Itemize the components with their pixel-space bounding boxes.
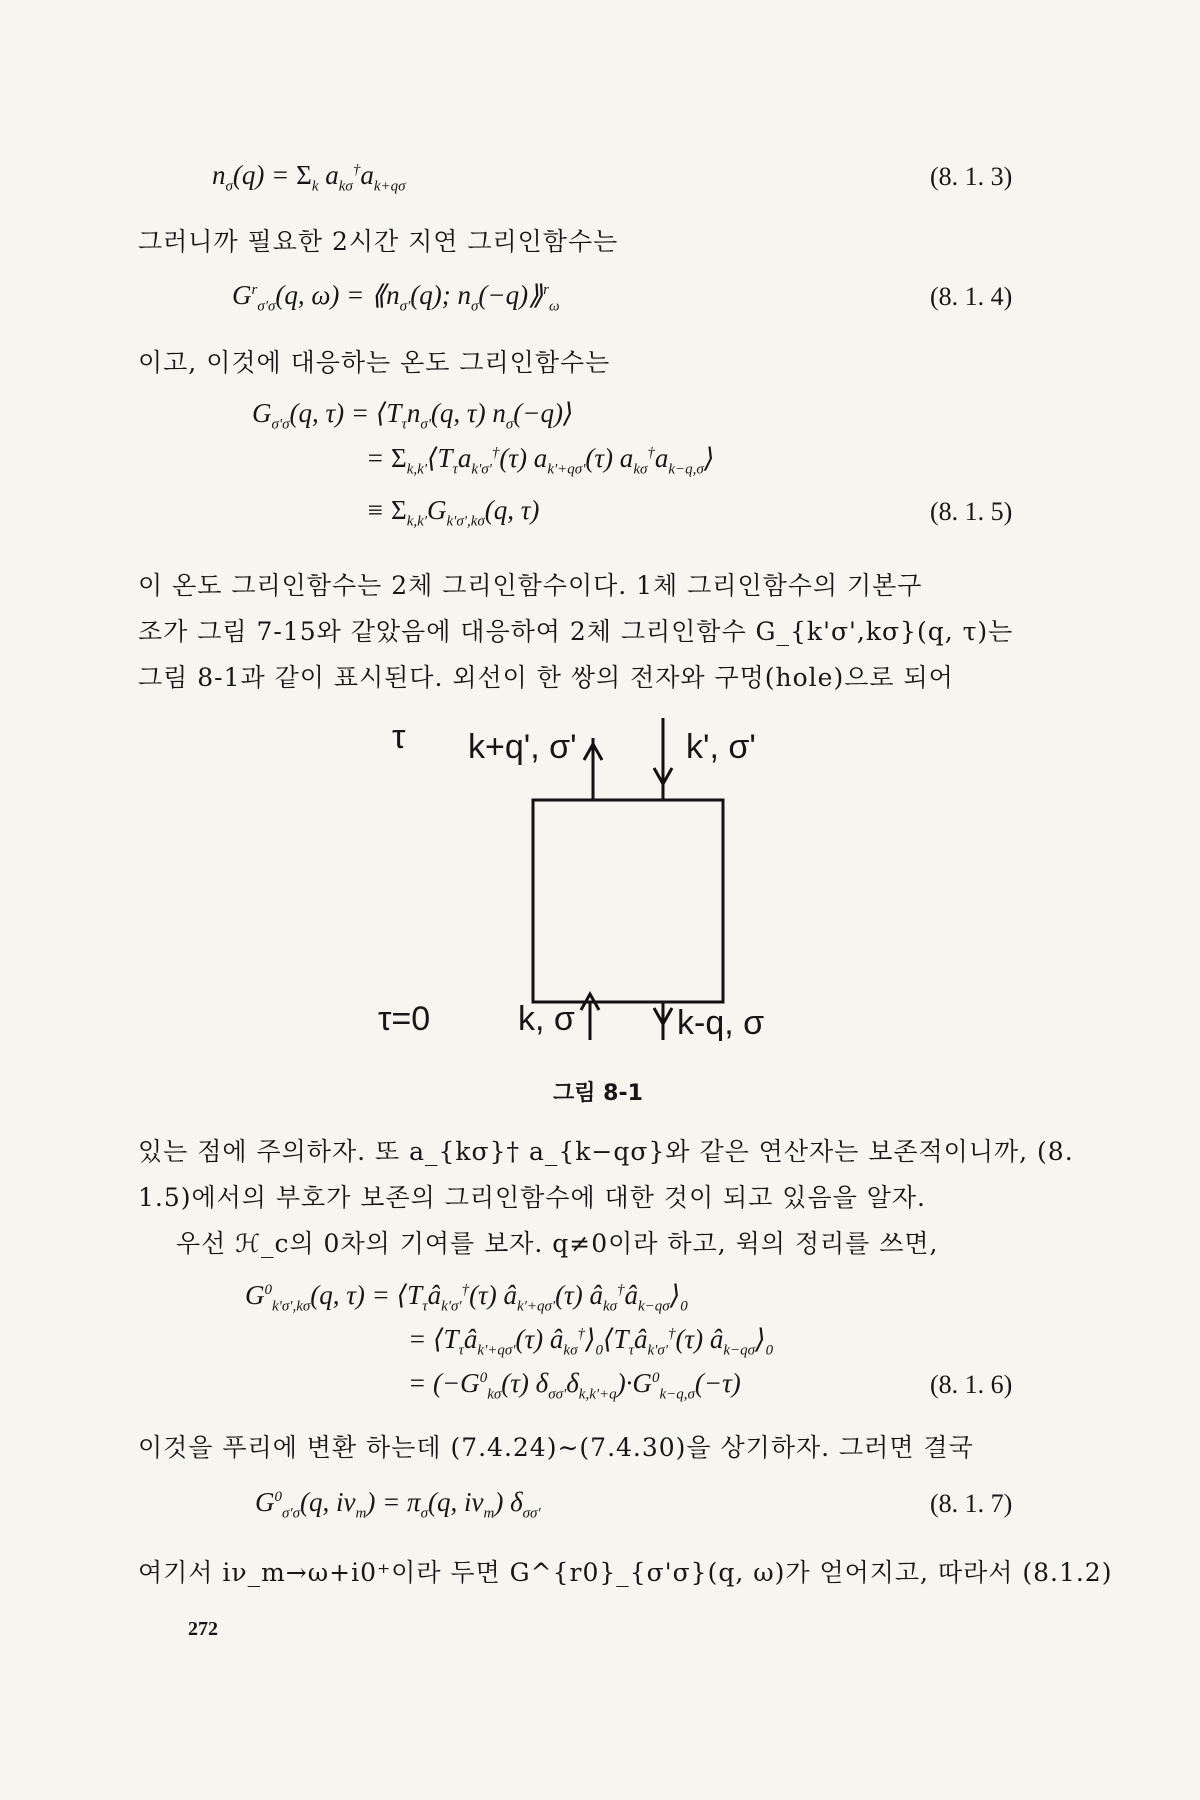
equation-number: (8. 1. 5) — [930, 497, 1013, 526]
equation-8-1-5-line1: $G_{\sigma'\sigma}(q$, $\tau) = ⟨T_\tau n_{\sigma'}(q$, τ) $n_\sigma(-q)⟩$ — [252, 398, 574, 433]
equation-number: (8. 1. 7) — [930, 1489, 1013, 1518]
equation-body: $n_\sigma(q) = \Sigma_k$ $a_{k\sigma}^\dagger a_{k+q\sigma}$ — [212, 160, 406, 195]
equation-8-1-7: $G^0_{\sigma'\sigma}(q$, $i\nu_m) = \pi_\sigma(q$, $i\nu_m$) $\delta_{\sigma\sigma'}$ — [255, 1487, 541, 1522]
tau-label-top: τ — [392, 718, 406, 756]
paragraph-text: 조가 그림 7-15와 같았음에 대응하여 2체 그리인함수 G_{k'σ',kσ}(q, τ)는 — [138, 617, 1014, 646]
diagram-figure-8-1 — [0, 700, 1200, 1080]
paragraph-text: 여기서 iν_m→ω+i0⁺이라 두면 G^{r0}_{σ'σ}(q, ω)가 얻어지고, 따라서 (8.1.2) — [138, 1558, 1113, 1587]
paragraph-text: 그러니까 필요한 2시간 지연 그리인함수는 — [138, 227, 619, 256]
paragraph-text: 1.5)에서의 부호가 보존의 그리인함수에 대한 것이 되고 있음을 알자. — [138, 1183, 926, 1212]
top-left-line-label: k+q', σ' — [468, 728, 577, 766]
equation-8-1-3 — [212, 160, 406, 195]
paragraph-text: 있는 점에 주의하자. 또 a_{kσ}† a_{k−qσ}와 같은 연산자는 보존적이니까, (8. — [138, 1137, 1074, 1166]
equation-8-1-6-line3: = ($-G^0_{k\sigma}(\tau)$ $\delta_{\sigma\sigma'}\delta_{k,k'+q})\cdot G^0_{k-q,\sigma}(-\tau)$ — [408, 1368, 741, 1403]
equation-number: (8. 1. 6) — [930, 1370, 1013, 1399]
bottom-right-line-label: k-q, σ — [677, 1004, 765, 1042]
figure-caption: 그림 8-1 — [553, 1081, 643, 1106]
equation-8-1-5-line3: ≡ $\Sigma_{k,k'}G_{k'\sigma',k\sigma}(q$, τ) — [366, 495, 540, 530]
equation-8-1-6-line2: = $⟨T_\tau â_{k'+q\sigma'}(\tau)$ $â_{k\sigma}^\dagger⟩_0⟨T_\tau â_{k'\sigma'}^\dagger(\tau)$ $â_{k-q\sigma}⟩_0$ — [408, 1324, 774, 1359]
bottom-left-line-label: k, σ — [518, 1000, 575, 1038]
top-right-line-label: k', σ' — [686, 728, 756, 766]
page-number: 272 — [188, 1618, 218, 1640]
tau-label-bottom: τ=0 — [378, 1000, 431, 1038]
paragraph-text: 이고, 이것에 대응하는 온도 그리인함수는 — [138, 348, 611, 377]
equation-number: (8. 1. 3) — [930, 162, 1013, 191]
equation-body: $G^r_{\sigma'\sigma}(q$, $\omega) = ⟪n_{\sigma'}(q)$; $n_\sigma(-q)⟫^r_\omega$ — [232, 280, 560, 315]
paragraph-text: 우선 ℋ_c의 0차의 기여를 보자. q≠0이라 하고, 윅의 정리를 쓰면, — [176, 1229, 939, 1258]
equation-8-1-5-line2: = $\Sigma_{k,k'}⟨T_\tau a_{k'\sigma'}^\dagger(\tau)$ $a_{k'+q\sigma'}(\tau)$ $a_{k\sigma}^\dagger a_{k-q,\sigma}⟩$ — [366, 443, 715, 478]
equation-number: (8. 1. 4) — [930, 282, 1013, 311]
two-body-vertex-box — [533, 800, 723, 1002]
paragraph-text: 그림 8-1과 같이 표시된다. 외선이 한 쌍의 전자와 구멍(hole)으로 되어 — [138, 663, 954, 692]
paragraph-text: 이 온도 그리인함수는 2체 그리인함수이다. 1체 그리인함수의 기본구 — [138, 571, 923, 600]
equation-8-1-6-line1: $G^0_{k'\sigma',k\sigma}(q$, $\tau) = ⟨T_\tau â_{k'\sigma'}^\dagger(\tau)$ $â_{k'+q\sigma'}(\tau)$ $â_{k\sigma}^\dagger â_{k-q\sigma}⟩_0$ — [245, 1280, 688, 1315]
equation-8-1-4 — [232, 280, 560, 315]
paragraph-text: 이것을 푸리에 변환 하는데 (7.4.24)∼(7.4.30)을 상기하자. 그러면 결국 — [138, 1433, 974, 1462]
